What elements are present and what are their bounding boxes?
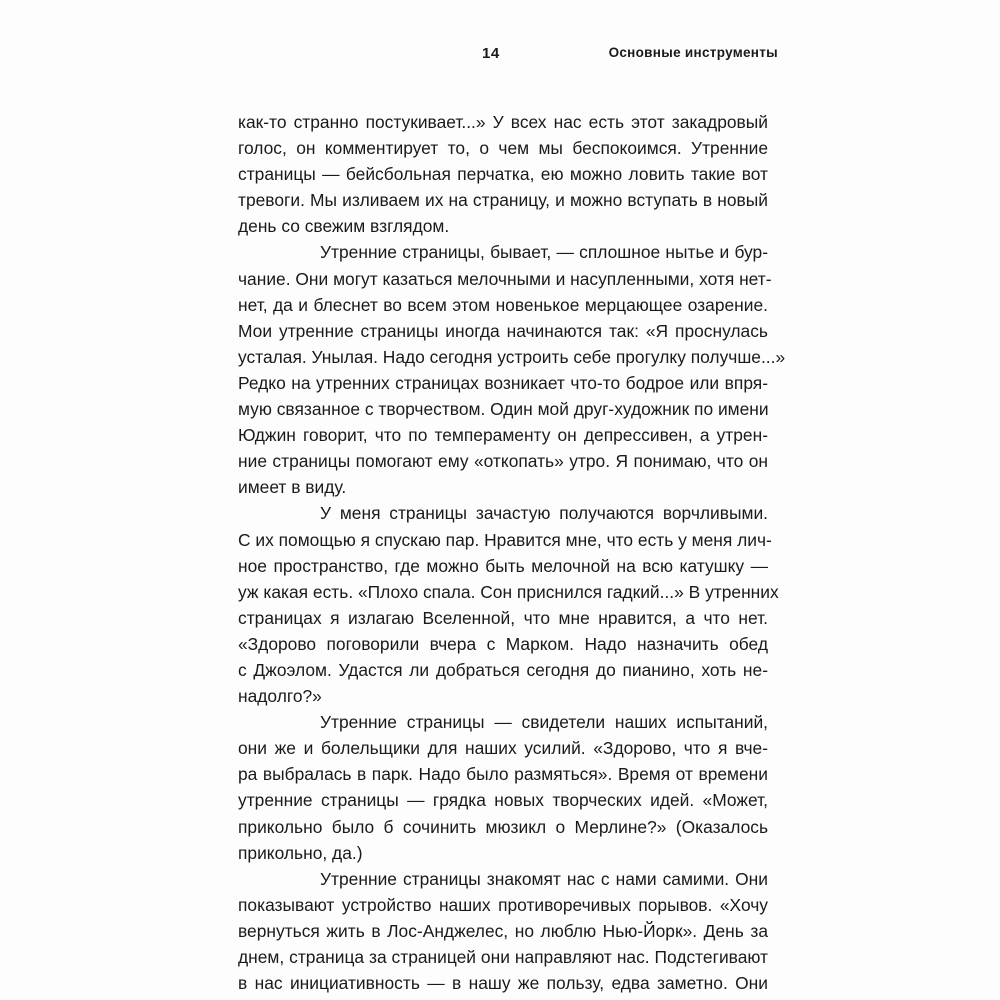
text-line: ра выбралась в парк. Надо было размяться». Время от времени	[238, 764, 768, 785]
text-line: показывают устройство наших противоречивых порывов. «Хочу	[238, 894, 768, 915]
text-line: тревоги. Мы изливаем их на страницу, и можно вступать в новый	[238, 190, 768, 211]
text-line: усталая. Унылая. Надо сегодня устроить себе прогулку получше...»	[238, 346, 786, 367]
text-line: Утренние страницы — свидетели наших испытаний,	[320, 712, 768, 733]
text-line: Утренние страницы, бывает, — сплошное нытье и бур-	[320, 242, 768, 263]
text-line: они же и болельщики для наших усилий. «Здорово, что я вче-	[238, 738, 768, 759]
text-line: как-то странно постукивает...» У всех нас есть этот закадровый	[238, 112, 768, 132]
running-head	[238, 45, 778, 69]
text-line: Утренние страницы знакомят нас с нами самими. Они	[320, 868, 768, 889]
text-line: «Здорово поговорили вчера с Марком. Надо назначить обед	[238, 633, 768, 654]
text-line: страницы — бейсбольная перчатка, ею можно ловить такие вот	[238, 164, 768, 185]
text-line: нет, да и блеснет во всем этом новенькое мерцающее озарение.	[238, 294, 768, 315]
body-text	[238, 109, 786, 996]
text-line: мую связанное с творчеством. Один мой друг-художник по имени	[238, 399, 769, 420]
text-line: Редко на утренних страницах возникает что-то бодрое или впря-	[238, 372, 768, 393]
text-line: утренние страницы — грядка новых творческих идей. «Может,	[238, 790, 768, 811]
text-line: прикольно было б сочинить мюзикл о Мерлине?» (Оказалось	[238, 816, 768, 837]
text-line: уж какая есть. «Плохо спала. Сон приснился гадкий...» В утренних	[238, 581, 779, 602]
text-line: с Джоэлом. Удастся ли добраться сегодня до пианино, хоть не-	[238, 659, 768, 680]
text-line: надолго?»	[238, 686, 322, 707]
text-line: чание. Они могут казаться мелочными и насупленными, хотя нет-	[238, 268, 772, 289]
text-line: вернуться жить в Лос-Анджелес, но люблю Нью-Йорк». День за	[238, 920, 768, 941]
text-line: голос, он комментирует то, о чем мы беспокоимся. Утренние	[238, 138, 768, 159]
text-line: ное пространство, где можно быть мелочной на всю катушку —	[238, 555, 768, 576]
text-line: имеет в виду.	[238, 477, 347, 498]
text-line: ние страницы помогают ему «откопать» утро. Я понимаю, что он	[238, 451, 768, 472]
text-line: Юджин говорит, что по темпераменту он депрессивен, а утрен-	[238, 425, 768, 446]
text-line: в нас инициативность — в нашу же пользу, едва заметно. Они	[238, 973, 768, 994]
text-line: Мои утренние страницы иногда начинаются так: «Я проснулась	[238, 320, 768, 341]
text-line: прикольно, да.)	[238, 842, 363, 863]
chapter-title: Основные инструменты	[608, 45, 778, 60]
text-line: днем, страница за страницей они направляют нас. Подстегивают	[238, 947, 768, 967]
text-line: день со свежим взглядом.	[238, 216, 450, 237]
text-line: страницах я излагаю Вселенной, что мне нравится, а что нет.	[238, 607, 768, 628]
text-line: У меня страницы зачастую получаются ворчливыми.	[320, 503, 768, 524]
text-line: С их помощью я спускаю пар. Нравится мне, что есть у меня лич-	[238, 529, 772, 550]
page-number: 14	[482, 45, 500, 62]
